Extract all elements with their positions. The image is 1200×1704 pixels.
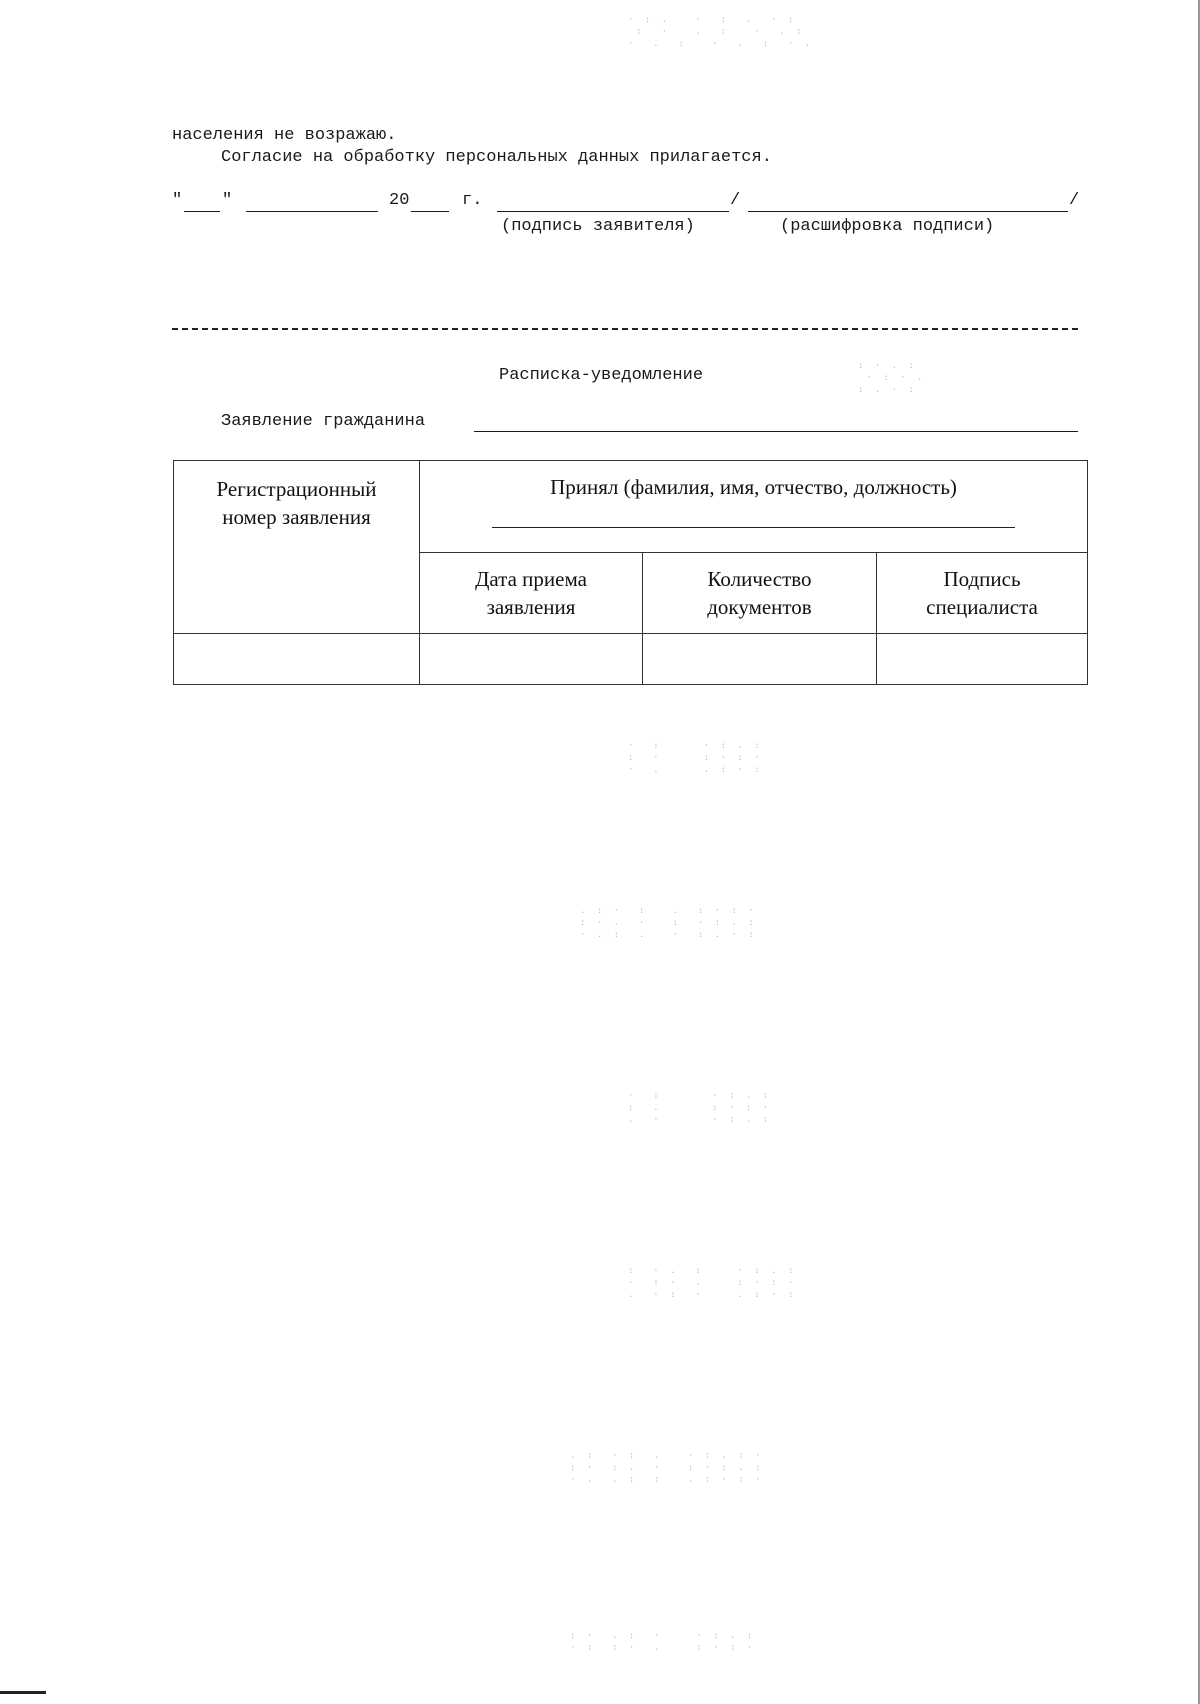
specialist-signature-cell[interactable] (877, 634, 1088, 685)
signature-slash-1: / (730, 191, 741, 210)
scan-noise: : · . : · : . : · : · . : · : · . · : · . : · : (628, 1266, 797, 1300)
table-row (174, 634, 1088, 685)
receipt-title: Расписка-уведомление (499, 366, 704, 385)
cut-line (172, 328, 1078, 330)
applicant-signature-caption: (подпись заявителя) (501, 217, 695, 236)
scan-noise: · : . · : . · : : · . : · . : · . : · . : · . (628, 15, 814, 49)
date-received-label: Дата приема заявления (475, 566, 587, 619)
signature-decode-caption: (расшифровка подписи) (780, 217, 995, 236)
document-count-cell[interactable] (643, 634, 877, 685)
scan-noise: . : · : . · : . : · : · : . · : · : . : · . . : : . : · : · (570, 1451, 764, 1485)
scan-noise: : · . : · : · . : . · : (858, 361, 926, 395)
signature-slash-2: / (1069, 191, 1080, 210)
date-received-header (420, 552, 643, 633)
specialist-signature-label: Подпись специалиста (926, 566, 1038, 619)
date-year-field[interactable] (411, 211, 449, 212)
consent-line-end: населения не возражаю. (172, 126, 397, 145)
specialist-signature-header (877, 552, 1088, 633)
registration-number-cell[interactable] (174, 634, 420, 685)
scan-noise: . : · : . : · : · : · . · : · : . : · . : . · : . · : (580, 906, 757, 940)
date-quote-close: " (222, 191, 233, 210)
date-month-field[interactable] (246, 211, 378, 212)
document-count-label: Количество документов (707, 566, 812, 619)
scan-noise: · : · : . : : · : · : · · . . : · : (628, 741, 763, 775)
scan-edge-mark (0, 1691, 46, 1694)
signature-decode-field[interactable] (748, 211, 1068, 212)
scan-noise: · : · : . : : . : · : · . · · : . : (628, 1091, 772, 1125)
date-year-prefix: 20 (389, 191, 410, 210)
accepted-by-field[interactable] (492, 527, 1015, 528)
date-day-field[interactable] (184, 211, 220, 212)
registration-number-label: Регистрационный номер заявления (216, 477, 377, 529)
registration-number-header (174, 461, 420, 634)
table-header-row (174, 461, 1088, 553)
receipt-table (173, 460, 1088, 685)
date-quote-open: " (172, 191, 183, 210)
date-received-cell[interactable] (420, 634, 643, 685)
document-count-header (643, 552, 877, 633)
scan-noise: : · . : · · : . : · : : · . : · : · (570, 1631, 756, 1653)
consent-attachment-line: Согласие на обработку персональных данных прилагается. (221, 148, 772, 167)
date-year-suffix: г. (462, 191, 483, 210)
applicant-signature-field[interactable] (497, 211, 729, 212)
accepted-by-label: Принял (фамилия, имя, отчество, должность) (550, 475, 957, 499)
citizen-application-label: Заявление гражданина (221, 412, 426, 431)
accepted-by-header (420, 461, 1088, 553)
citizen-name-field[interactable] (474, 431, 1078, 432)
